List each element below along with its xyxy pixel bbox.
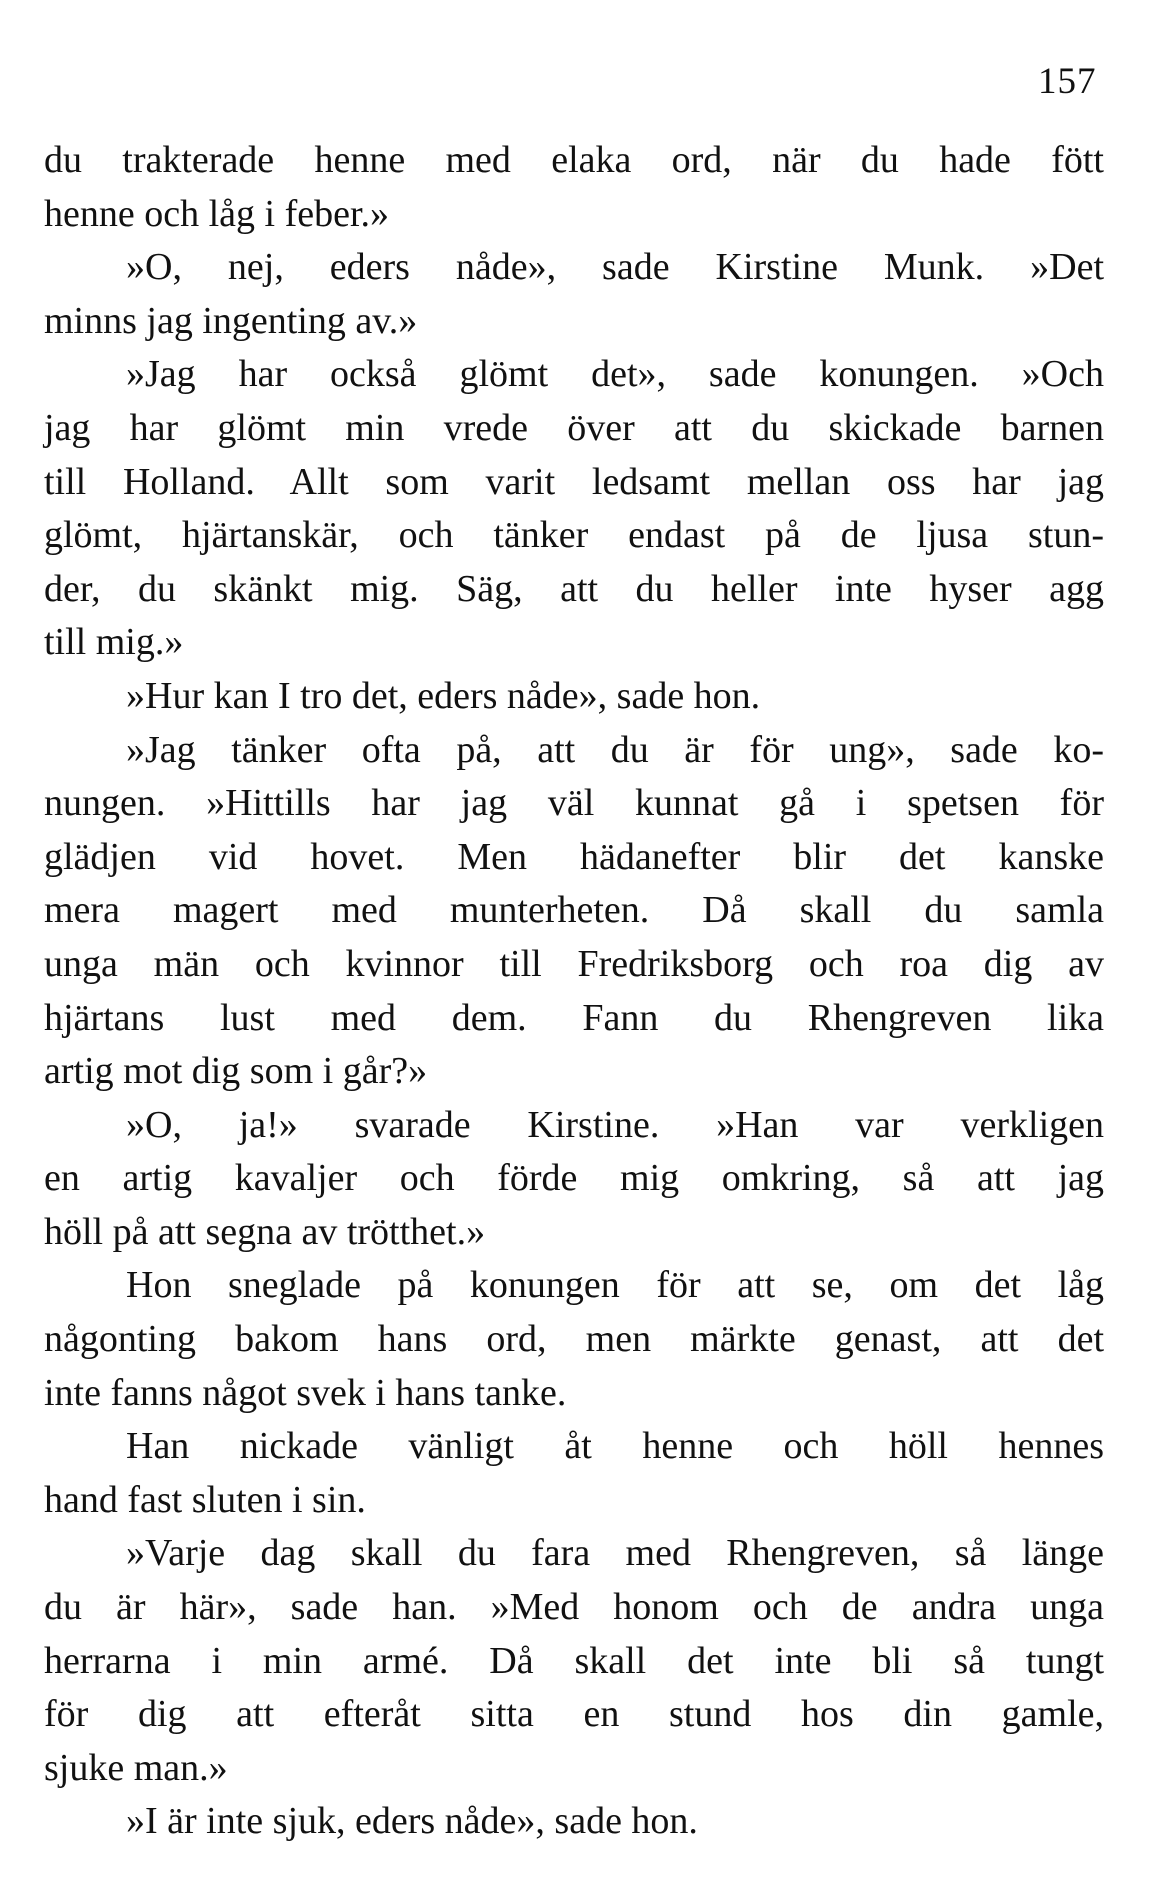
text-line: du trakterade henne med elaka ord, när du hade fött (44, 139, 1104, 181)
text-line: hand fast sluten i sin. (44, 1478, 366, 1521)
text-line: minns jag ingenting av.» (44, 299, 418, 342)
text-line: Han nickade vänligt åt henne och höll hennes (126, 1425, 1104, 1468)
text-line: der, du skänkt mig. Säg, att du heller inte hyser agg (44, 567, 1104, 610)
text-line: till mig.» (44, 621, 184, 664)
text-line: unga män och kvinnor till Fredriksborg och roa dig av (44, 942, 1104, 985)
text-line: du är här», sade han. »Med honom och de andra unga (44, 1586, 1104, 1629)
text-line: till Holland. Allt som varit ledsamt mellan oss har jag (44, 460, 1104, 503)
text-line: jag har glömt min vrede över att du skickade barnen (44, 406, 1104, 449)
text-line: nungen. »Hittills har jag väl kunnat gå i spetsen för (44, 782, 1104, 825)
text-line: artig mot dig som i går?» (44, 1050, 428, 1093)
text-line: Hon sneglade på konungen för att se, om det låg (126, 1264, 1104, 1307)
text-line: »Varje dag skall du fara med Rhengreven, så länge (126, 1532, 1104, 1575)
text-line: hjärtans lust med dem. Fann du Rhengreven lika (44, 996, 1104, 1039)
text-line: henne och låg i feber.» (44, 192, 390, 235)
text-line: »O, nej, eders nåde», sade Kirstine Munk. »Det (126, 246, 1104, 289)
text-line: för dig att efteråt sitta en stund hos din gamle, (44, 1693, 1104, 1736)
text-line: »Jag har också glömt det», sade konungen. »Och (126, 353, 1104, 396)
text-line: »O, ja!» svarade Kirstine. »Han var verkligen (126, 1103, 1104, 1146)
text-line: höll på att segna av trötthet.» (44, 1210, 486, 1253)
text-line: »I är inte sjuk, eders nåde», sade hon. (126, 1800, 698, 1843)
text-line: »Hur kan I tro det, eders nåde», sade hon. (126, 674, 761, 717)
text-line: herrarna i min armé. Då skall det inte bli så tungt (44, 1639, 1104, 1682)
text-line: någonting bakom hans ord, men märkte genast, att det (44, 1318, 1104, 1361)
text-line: mera magert med munterheten. Då skall du samla (44, 889, 1104, 932)
text-line: »Jag tänker ofta på, att du är för ung», sade ko- (126, 728, 1104, 771)
body-text (44, 134, 1104, 1849)
text-line: inte fanns något svek i hans tanke. (44, 1371, 567, 1414)
page-number: 157 (1038, 61, 1097, 102)
text-line: sjuke man.» (44, 1746, 228, 1789)
text-line: glädjen vid hovet. Men hädanefter blir det kanske (44, 835, 1104, 878)
text-line: glömt, hjärtanskär, och tänker endast på de ljusa stun- (44, 514, 1104, 557)
text-line: en artig kavaljer och förde mig omkring, så att jag (44, 1157, 1104, 1200)
